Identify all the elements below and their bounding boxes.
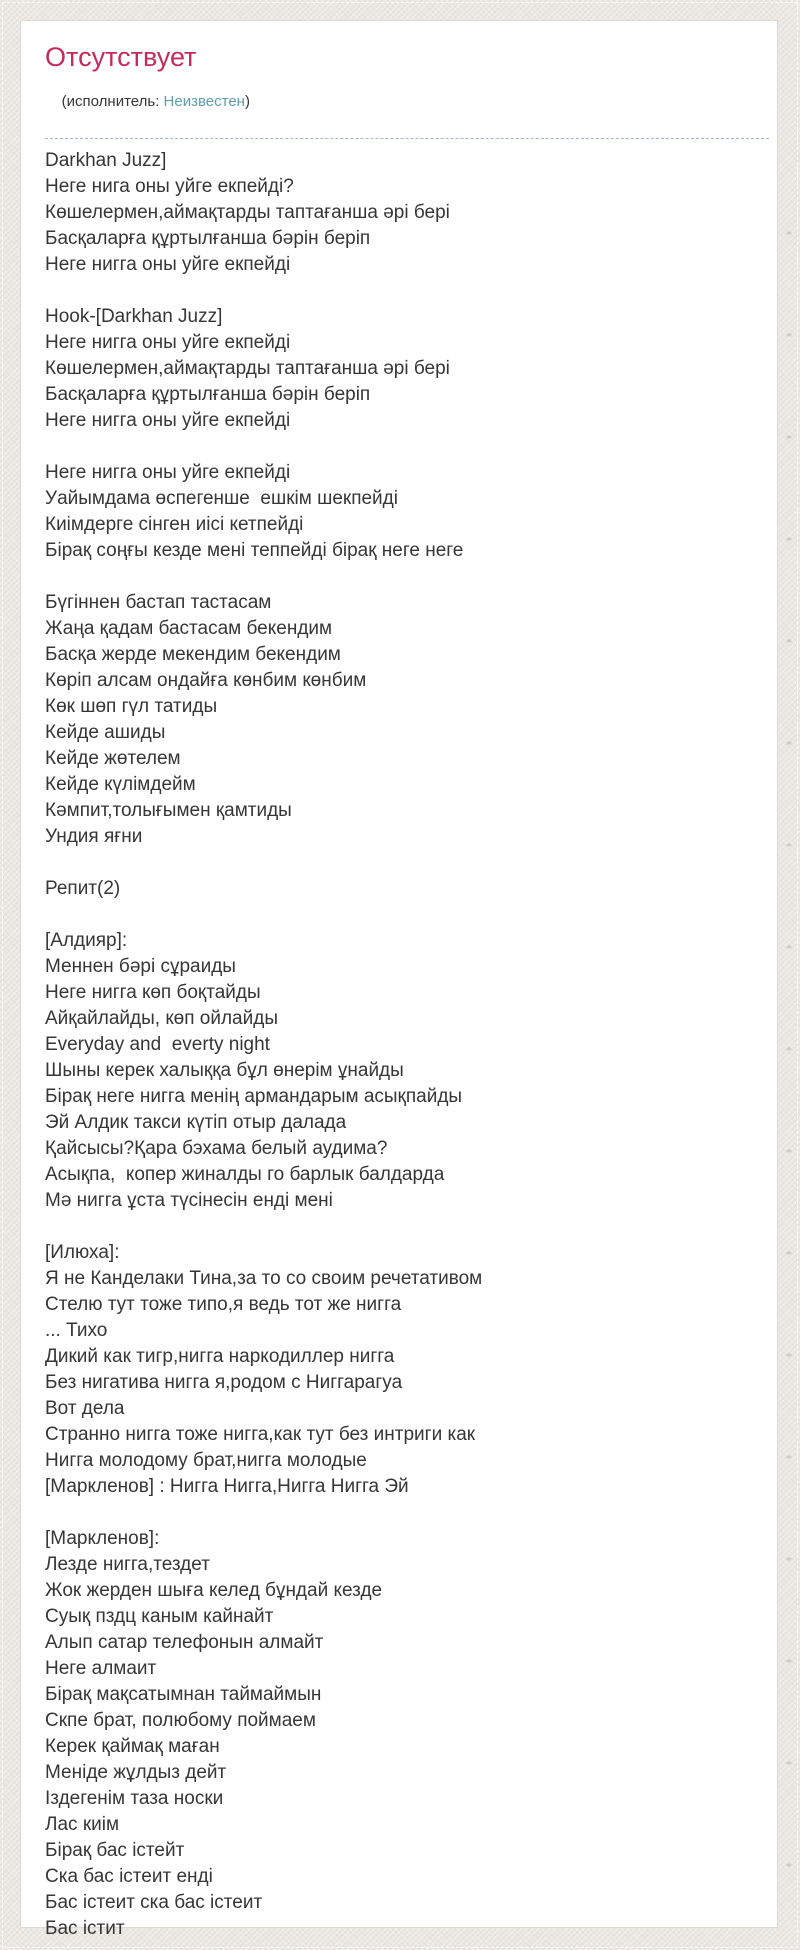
lyric-line: Шыны керек халыққа бұл өнерім ұнайды <box>45 1060 404 1081</box>
lyric-line: Уайымдама өспегенше ешкім шекпейді <box>45 488 398 509</box>
lyric-line: Неге нигга оны уйге екпейді <box>45 332 291 353</box>
lyric-line: Киімдерге сінген иісі кетпейді <box>45 514 304 535</box>
artist-line <box>45 75 769 139</box>
lyric-line: Керек қаймақ маған <box>45 1736 220 1757</box>
lyric-line: Бірақ мақсатымнан таймаймын <box>45 1684 322 1705</box>
lyric-line: Стелю тут тоже типо,я ведь тот же нигга <box>45 1294 402 1315</box>
lyric-line: Вот дела <box>45 1398 125 1419</box>
lyric-line: Неге нигга көп боқтайды <box>45 982 261 1003</box>
artist-label: (исполнитель: <box>61 93 164 110</box>
lyric-line: Ундия яғни <box>45 826 143 847</box>
lyric-line <box>45 564 769 590</box>
lyric-line: Эй Алдик такси күтіп отыр далада <box>45 1112 347 1133</box>
lyric-line: Скпе брат, полюбому поймаем <box>45 1710 316 1731</box>
lyric-line: Бірақ соңғы кезде мені теппейді бірақ неге неге <box>45 540 464 561</box>
lyric-line: Бірақ бас істейт <box>45 1840 185 1861</box>
lyric-line: Айқайлайды, көп ойлайды <box>45 1008 278 1029</box>
lyric-line: Алып сатар телефонын алмайт <box>45 1632 324 1653</box>
lyric-line: Hook-[Darkhan Juzz] <box>45 306 223 327</box>
lyric-line: Лас киім <box>45 1814 120 1835</box>
artist-link[interactable]: Неизвестен <box>163 93 245 110</box>
lyric-line: Жок жерден шыға келед бұндай кезде <box>45 1580 383 1601</box>
lyric-line: [Маркленов]: <box>45 1528 160 1549</box>
lyric-line: Неге алмаит <box>45 1658 157 1679</box>
lyric-line: Кәмпит,толығымен қамтиды <box>45 800 292 821</box>
lyric-line: Бүгіннен бастап тастасам <box>45 592 272 613</box>
background-texture-specks <box>783 225 795 1930</box>
lyric-line: Неге нигга оны уйге екпейді <box>45 462 291 483</box>
lyric-line: Қайсысы?Қара бэхама белый аудима? <box>45 1138 388 1159</box>
lyric-line: Лезде нигга,тездет <box>45 1554 210 1575</box>
lyric-line: Darkhan Juzz] <box>45 150 167 171</box>
lyric-line <box>45 902 769 928</box>
lyric-line: Репит(2) <box>45 878 121 899</box>
lyric-line: Басқа жерде мекендим бекендим <box>45 644 341 665</box>
lyric-line: ... Тихо <box>45 1320 108 1341</box>
lyric-line: Асықпа, копер жиналды го барлык балдарда <box>45 1164 445 1185</box>
lyric-line: Неге нигга оны уйге екпейді <box>45 254 291 275</box>
lyric-line: Меніде жұлдыз дейт <box>45 1762 227 1783</box>
lyric-line <box>45 1214 769 1240</box>
lyric-line: Без нигатива нигга я,родом с Ниггарагуа <box>45 1372 403 1393</box>
lyric-line <box>45 1500 769 1526</box>
lyric-line: Іздегенім таза носки <box>45 1788 224 1809</box>
lyric-line: Меннен бәрі сұраиды <box>45 956 236 977</box>
lyric-line: [Маркленов] : Нигга Нигга,Нигга Нигга Эй <box>45 1476 409 1497</box>
lyric-line <box>45 434 769 460</box>
lyric-line: [Илюха]: <box>45 1242 120 1263</box>
lyric-line: Жаңа қадам бастасам бекендим <box>45 618 333 639</box>
lyric-line: Көшелермен,аймақтарды таптағанша әрі бері <box>45 202 450 223</box>
lyric-line: Неге нигга оны уйге екпейді <box>45 410 291 431</box>
lyric-line <box>45 850 769 876</box>
lyric-line <box>45 278 769 304</box>
lyrics-text <box>45 148 769 1942</box>
artist-label-close-paren: ) <box>244 93 250 110</box>
lyric-line: Нигга молодому брат,нигга молодые <box>45 1450 367 1471</box>
lyrics-card <box>20 20 778 1939</box>
lyric-line: Көк шөп гүл татиды <box>45 696 218 717</box>
lyric-line: Everyday and everty night <box>45 1034 270 1055</box>
lyric-line: Кейде ашиды <box>45 722 166 743</box>
lyric-line: Суық пздц каным кайнайт <box>45 1606 274 1627</box>
lyric-line: Көшелермен,аймақтарды таптағанша әрі бері <box>45 358 450 379</box>
lyric-line: Я не Канделаки Тина,за то со своим речетативом <box>45 1268 483 1289</box>
song-title: Отсутствует <box>45 42 197 72</box>
lyric-line: Кейде күлімдейм <box>45 774 196 795</box>
lyric-line: Кейде жөтелем <box>45 748 181 769</box>
lyric-line: Көріп алсам ондайға көнбим көнбим <box>45 670 367 691</box>
lyric-line: Странно нигга тоже нигга,как тут без интриги как <box>45 1424 476 1445</box>
lyric-line: Басқаларға құртылғанша бәрін беріп <box>45 384 371 405</box>
lyric-line: Бас істит <box>45 1918 125 1939</box>
lyric-line: Неге нига оны уйге екпейді? <box>45 176 294 197</box>
lyric-line: [Алдияр]: <box>45 930 128 951</box>
lyric-line: Бас істеит ска бас істеит <box>45 1892 263 1913</box>
lyric-line: Мә нигга ұста түсінесін енді мені <box>45 1190 333 1211</box>
lyric-line: Бірақ неге нигга менің армандарым асықпайды <box>45 1086 463 1107</box>
lyric-line: Басқаларға құртылғанша бәрін беріп <box>45 228 371 249</box>
lyric-line: Ска бас істеит енді <box>45 1866 213 1887</box>
lyric-line: Дикий как тигр,нигга наркодиллер нигга <box>45 1346 395 1367</box>
